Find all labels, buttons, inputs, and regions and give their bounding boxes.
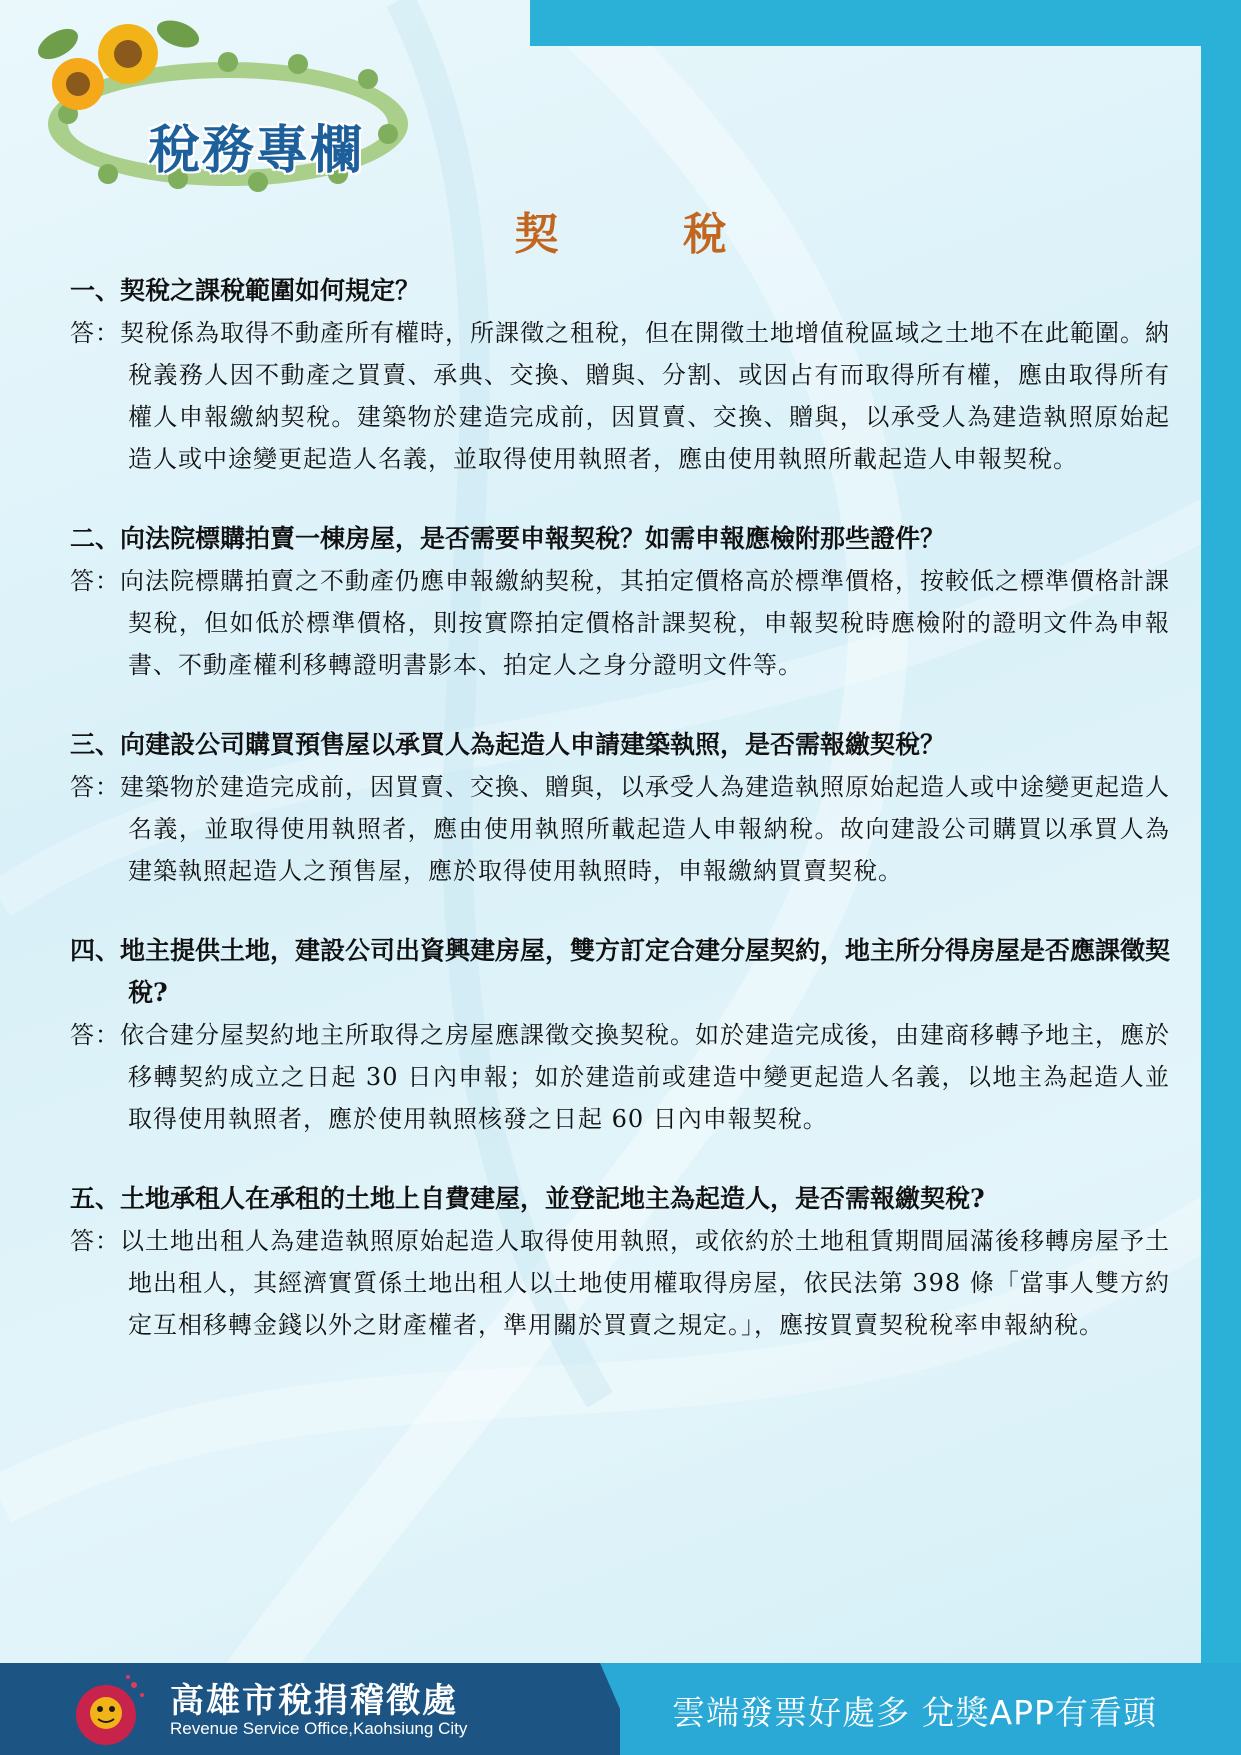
answer: 答：契稅係為取得不動產所有權時，所課徵之租稅，但在開徵土地增值稅區域之土地不在此範圍。納稅義務人因不動產之買賣、承典、交換、贈與、分割、或因占有而取得所有權，應由取得所有權人申報繳納契稅。建築物於建造完成前，因買賣、交換、贈與，以承受人為建造執照原始起造人或中途變更起造人名義，並取得使用執照者，應由使用執照所載起造人申報契稅。 [70, 319, 1170, 473]
column-logo-text: 稅務專欄 [148, 121, 365, 181]
answer: 答：向法院標購拍賣之不動產仍應申報繳納契稅，其拍定價格高於標準價格，按較低之標準價格計課契稅，但如低於標準價格，則按實際拍定價格計課契稅，申報契稅時應檢附的證明文件為申報書、不動產權利移轉證明書影本、拍定人之身分證明文件等。 [70, 567, 1170, 679]
org-name-english: Revenue Service Office,Kaohsiung City [170, 1719, 468, 1738]
qa-list [70, 270, 1170, 1384]
qa-item [70, 518, 1170, 686]
question: 一、契稅之課稅範圍如何規定？ [70, 276, 421, 305]
question: 五、土地承租人在承租的土地上自費建屋，並登記地主為起造人，是否需報繳契稅? [70, 1184, 985, 1213]
frame-right-bar [1201, 0, 1241, 1755]
footer [0, 1663, 1241, 1755]
qa-item [70, 1178, 1170, 1346]
answer: 答：建築物於建造完成前，因買賣、交換、贈與，以承受人為建造執照原始起造人或中途變更起造人名義，並取得使用執照者，應由使用執照所載起造人申報納稅。故向建設公司購買以承買人為建築執照起造人之預售屋，應於取得使用執照時，申報繳納買賣契稅。 [70, 773, 1170, 885]
qa-item [70, 724, 1170, 892]
org-emblem-icon [70, 1673, 150, 1749]
answer: 答：以土地出租人為建造執照原始起造人取得使用執照，或依約於土地租賃期間屆滿後移轉房屋予土地出租人，其經濟實質係土地出租人以土地使用權取得房屋，依民法第 398 條「當事人雙方約定互相移轉金錢以外之財產權者，準用關於買賣之規定。」，應按買賣契稅稅率申報納稅。 [70, 1227, 1170, 1339]
frame-top-bar [530, 0, 1241, 46]
page-title: 契 稅 [514, 209, 767, 260]
answer: 答：依合建分屋契約地主所取得之房屋應課徵交換契稅。如於建造完成後，由建商移轉予地主，應於移轉契約成立之日起 30 日內申報；如於建造前或建造中變更起造人名義，以地主為起造人並取得使用執照者，應於使用執照核發之日起 60 日內申報契稅。 [70, 1021, 1170, 1133]
column-logo [28, 14, 418, 194]
question: 二、向法院標購拍賣一棟房屋，是否需要申報契稅？如需申報應檢附那些證件？ [70, 524, 946, 553]
org-name: 高雄市稅捐稽徵處 [170, 1681, 458, 1721]
slogan: 雲端發票好處多 兌獎APP有看頭 [672, 1693, 1157, 1732]
qa-item [70, 930, 1170, 1140]
question: 三、向建設公司購買預售屋以承買人為起造人申請建築執照，是否需報繳契稅？ [70, 730, 946, 759]
question: 四、地主提供土地，建設公司出資興建房屋，雙方訂定合建分屋契約，地主所分得房屋是否應課徵契稅? [70, 936, 1171, 1007]
qa-item [70, 270, 1170, 480]
